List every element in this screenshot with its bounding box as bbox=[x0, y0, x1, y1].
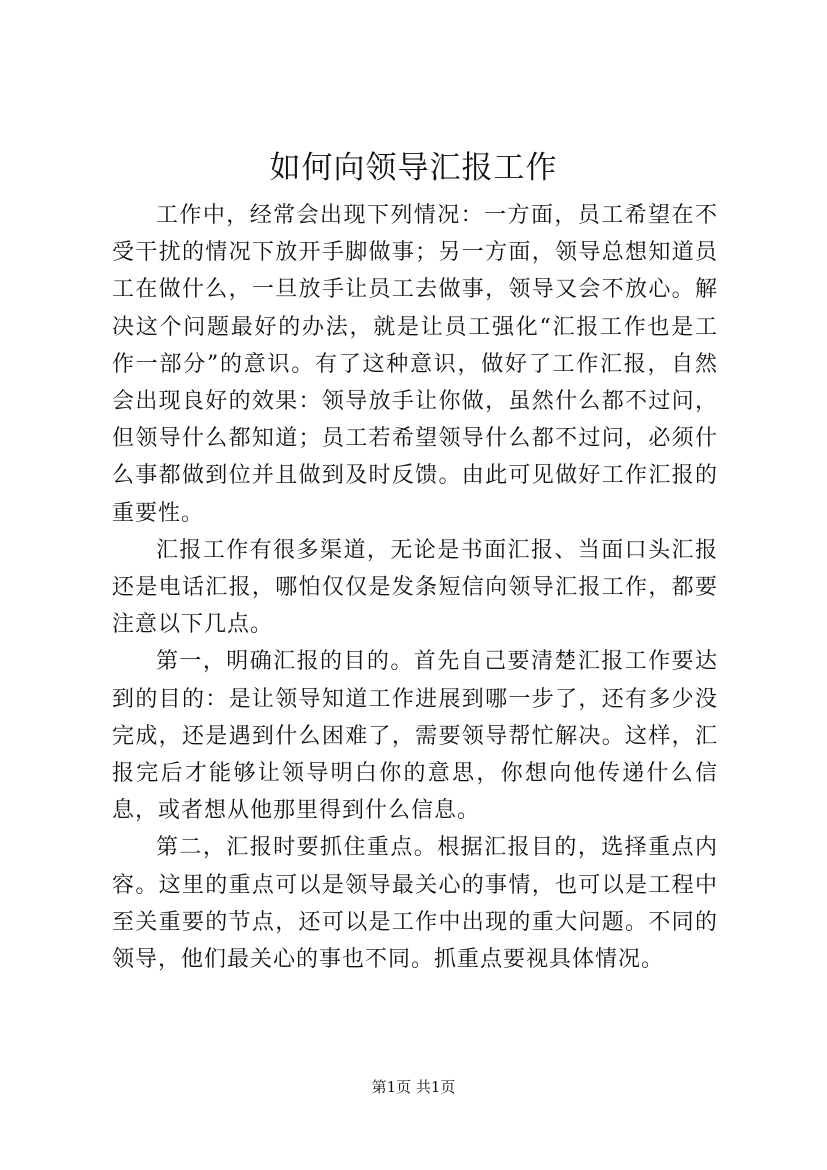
paragraph-point-one: 第一，明确汇报的目的。首先自己要清楚汇报工作要达到的目的：是让领导知道工作进展到哪一步了，还有多少没完成，还是遇到什么困难了，需要领导帮忙解决。这样，汇报完后才能够让领导明白你的意思，你想向他传递什么信息，或者想从他那里得到什么信息。 bbox=[112, 649, 718, 824]
paragraph-point-two: 第二，汇报时要抓住重点。根据汇报目的，选择重点内容。这里的重点可以是领导最关心的事情，也可以是工程中至关重要的节点，还可以是工作中出现的重大问题。不同的领导，他们最关心的事也不同。抓重点要视具体情况。 bbox=[112, 835, 718, 973]
document-body bbox=[112, 197, 718, 978]
document-title: 如何向领导汇报工作 bbox=[269, 150, 558, 186]
page-footer: 第1页 共1页 bbox=[371, 1078, 456, 1096]
paragraph-intro: 工作中，经常会出现下列情况：一方面，员工希望在不受干扰的情况下放开手脚做事；另一方面，领导总想知道员工在做什么，一旦放手让员工去做事，领导又会不放心。解决这个问题最好的办法，就是让员工强化“汇报工作也是工作一部分”的意识。有了这种意识，做好了工作汇报，自然会出现良好的效果：领导放手让你做，虽然什么都不过问，但领导什么都知道；员工若希望领导什么都不过问，必须什么事都做到位并且做到及时反馈。由此可见做好工作汇报的重要性。 bbox=[112, 203, 718, 526]
paragraph-channels: 汇报工作有很多渠道，无论是书面汇报、当面口头汇报还是电话汇报，哪怕仅仅是发条短信向领导汇报工作，都要注意以下几点。 bbox=[112, 537, 718, 638]
